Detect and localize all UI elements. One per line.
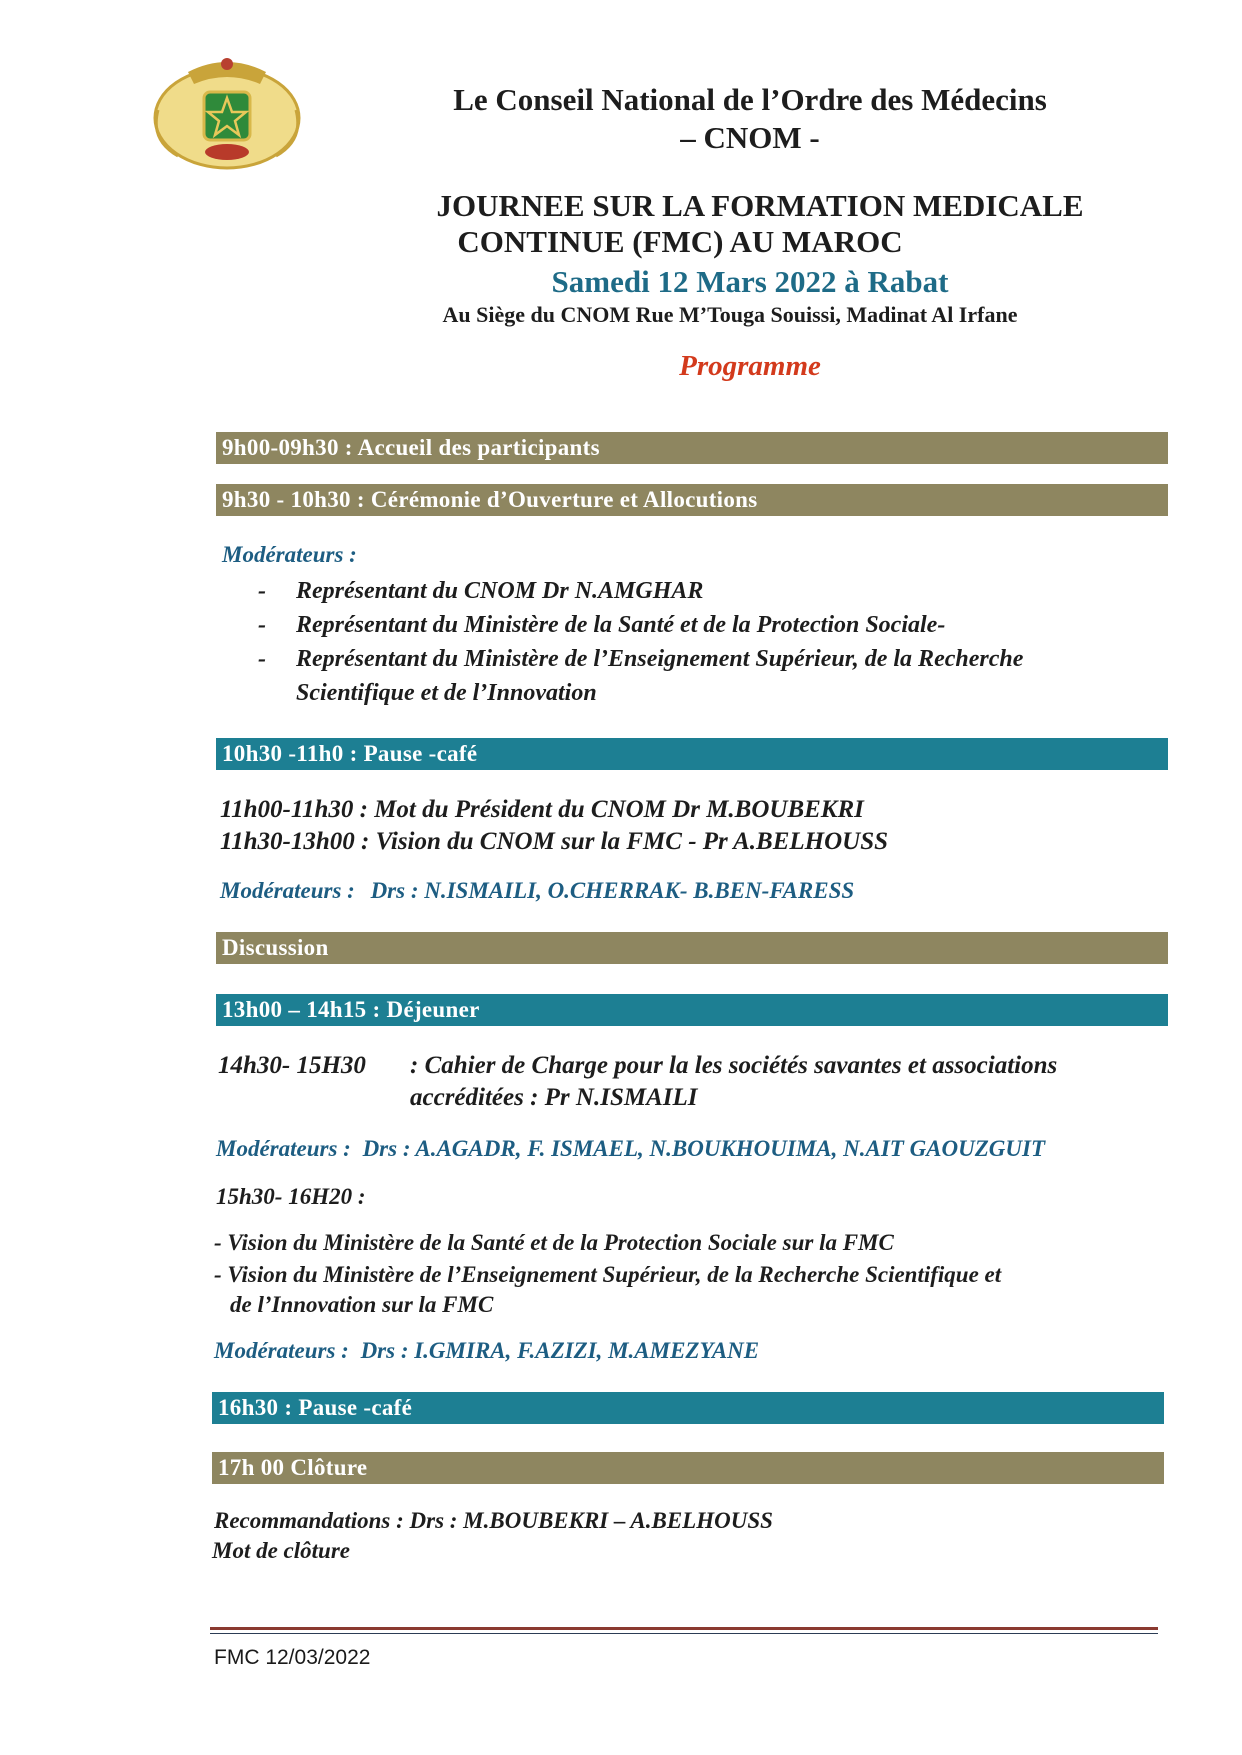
moderateurs-3: Modérateurs : Drs : A.AGADR, F. ISMAEL, N.BOUKHOUIMA, N.AIT GAOUZGUIT [216,1136,1046,1161]
footer-divider-thin [210,1633,1158,1634]
footer-reference: FMC 12/03/2022 [214,1646,371,1669]
list-item: - Représentant du CNOM Dr N.AMGHAR [258,578,704,604]
list-item: - Représentant du Ministère de la Santé et de la Protection Sociale- [258,612,946,638]
bar-cloture: 17h 00 Clôture [212,1452,1164,1484]
vision-enseignement-line1: - Vision du Ministère de l’Enseignement Supérieur, de la Recherche Scientifique et [214,1262,1002,1287]
mot-president: 11h00-11h30 : Mot du Président du CNOM Dr M.BOUBEKRI [220,796,864,823]
event-date: Samedi 12 Mars 2022 à Rabat [551,264,949,299]
session-time: 15h30- 16H20 : [216,1184,366,1209]
list-item: - Représentant du Ministère de l’Enseignement Supérieur, de la Recherche [258,646,1024,672]
bar-pause-cafe-1: 10h30 -11h0 : Pause -café [216,738,1168,770]
cahier-time: 14h30- 15H30 [218,1052,366,1079]
cnom-emblem-icon [148,50,306,172]
event-title-line1: JOURNEE SUR LA FORMATION MEDICALE [436,188,1084,223]
org-name-line2: – CNOM - [680,120,820,155]
list-item: Scientifique et de l’Innovation [296,680,597,706]
vision-sante: - Vision du Ministère de la Santé et de la Protection Sociale sur la FMC [214,1230,894,1255]
recommandations: Recommandations : Drs : M.BOUBEKRI – A.BELHOUSS [214,1508,773,1533]
vision-cnom: 11h30-13h00 : Vision du CNOM sur la FMC - Pr A.BELHOUSS [220,828,889,855]
footer-divider [210,1627,1158,1630]
moderateurs-4: Modérateurs : Drs : I.GMIRA, F.AZIZI, M.AMEZYANE [214,1338,760,1363]
cahier-line1: : Cahier de Charge pour la les sociétés savantes et associations [410,1052,1058,1079]
event-title-line2: CONTINUE (FMC) AU MAROC [457,224,903,259]
cahier-line2: accréditées : Pr N.ISMAILI [410,1084,698,1111]
vision-enseignement-line2: de l’Innovation sur la FMC [230,1292,494,1317]
bar-pause-cafe-2: 16h30 : Pause -café [212,1392,1164,1424]
moderateurs-label: Modérateurs : [222,542,357,567]
bar-accueil: 9h00-09h30 : Accueil des participants [216,432,1168,464]
event-venue: Au Siège du CNOM Rue M’Touga Souissi, Madinat Al Irfane [442,302,1018,327]
moderateurs-2: Modérateurs : Drs : N.ISMAILI, O.CHERRAK- B.BEN-FARESS [220,878,855,903]
moderateurs-list [258,574,1138,710]
bar-dejeuner: 13h00 – 14h15 : Déjeuner [216,994,1168,1026]
programme-heading: Programme [679,350,821,382]
bar-discussion: Discussion [216,932,1168,964]
org-name-line1: Le Conseil National de l’Ordre des Médecins [453,82,1047,117]
mot-cloture: Mot de clôture [212,1538,350,1563]
bar-ouverture: 9h30 - 10h30 : Cérémonie d’Ouverture et Allocutions [216,484,1168,516]
event-title [400,188,1120,260]
